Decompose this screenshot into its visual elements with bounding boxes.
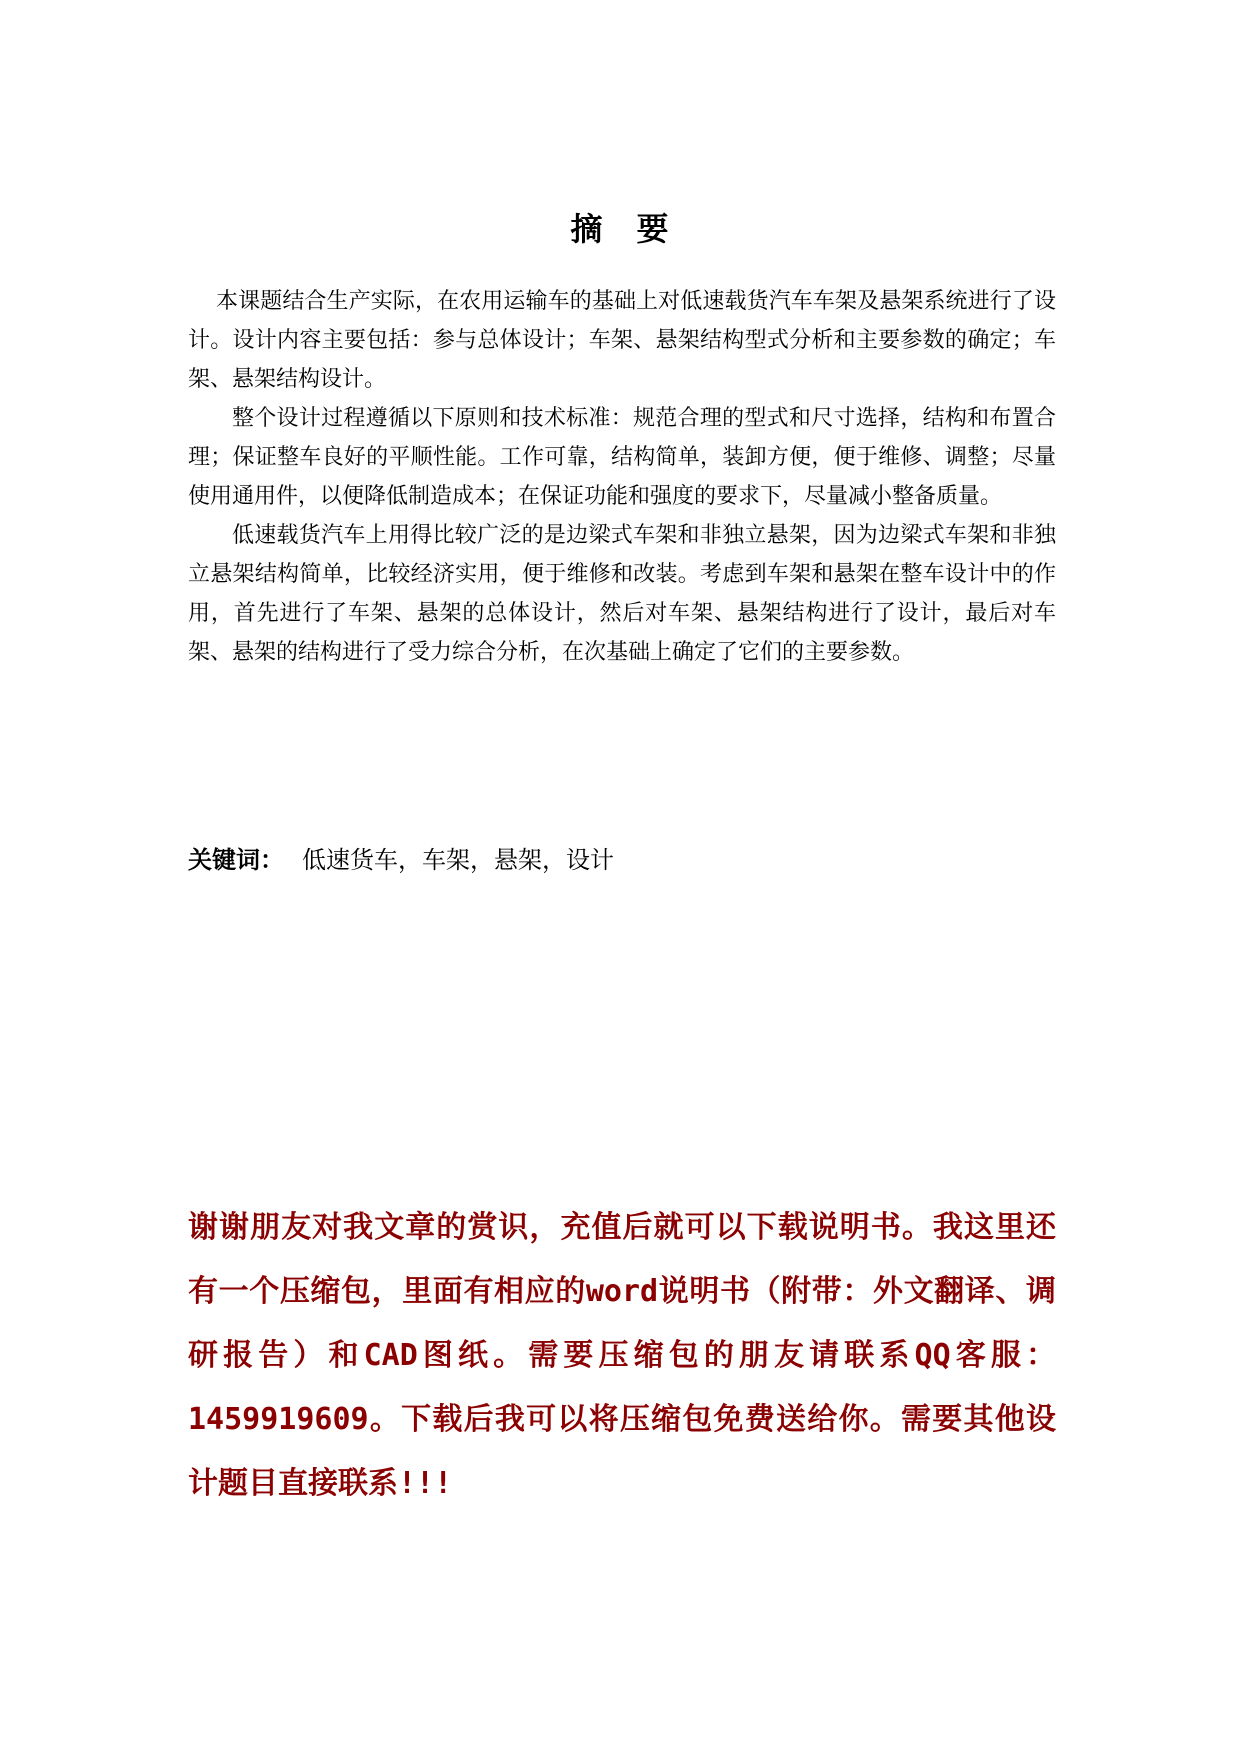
abstract-paragraph-1: 本课题结合生产实际，在农用运输车的基础上对低速载货汽车车架及悬架系统进行了设计。设计内容主要包括：参与总体设计；车架、悬架结构型式分析和主要参数的确定；车架、悬架结构设计。	[188, 289, 1056, 392]
abstract-title	[0, 204, 1241, 250]
abstract-paragraph-3: 低速载货汽车上用得比较广泛的是边梁式车架和非独立悬架，因为边梁式车架和非独立悬架结构简单，比较经济实用，便于维修和改装。考虑到车架和悬架在整车设计中的作用，首先进行了车架、悬架的总体设计，然后对车架、悬架结构进行了设计，最后对车架、悬架的结构进行了受力综合分析，在次基础上确定了它们的主要参数。	[188, 523, 1056, 665]
keywords-line	[188, 842, 1056, 878]
abstract-body	[188, 282, 1056, 672]
title-char-1: 摘	[570, 210, 605, 248]
title-char-2: 要	[636, 210, 671, 248]
keywords-label: 关键词：	[188, 846, 284, 874]
keywords-values: 低速货车，车架，悬架，设计	[302, 846, 614, 874]
abstract-paragraph-2: 整个设计过程遵循以下原则和技术标准：规范合理的型式和尺寸选择，结构和布置合理；保证整车良好的平顺性能。工作可靠，结构简单，装卸方便，便于维修、调整；尽量使用通用件，以便降低制造成本；在保证功能和强度的要求下，尽量减小整备质量。	[188, 406, 1056, 509]
download-notice: 谢谢朋友对我文章的赏识，充值后就可以下载说明书。我这里还有一个压缩包，里面有相应的word说明书（附带：外文翻译、调研报告）和CAD图纸。需要压缩包的朋友请联系QQ客服：1459919609。下载后我可以将压缩包免费送给你。需要其他设计题目直接联系!!!	[188, 1210, 1056, 1501]
